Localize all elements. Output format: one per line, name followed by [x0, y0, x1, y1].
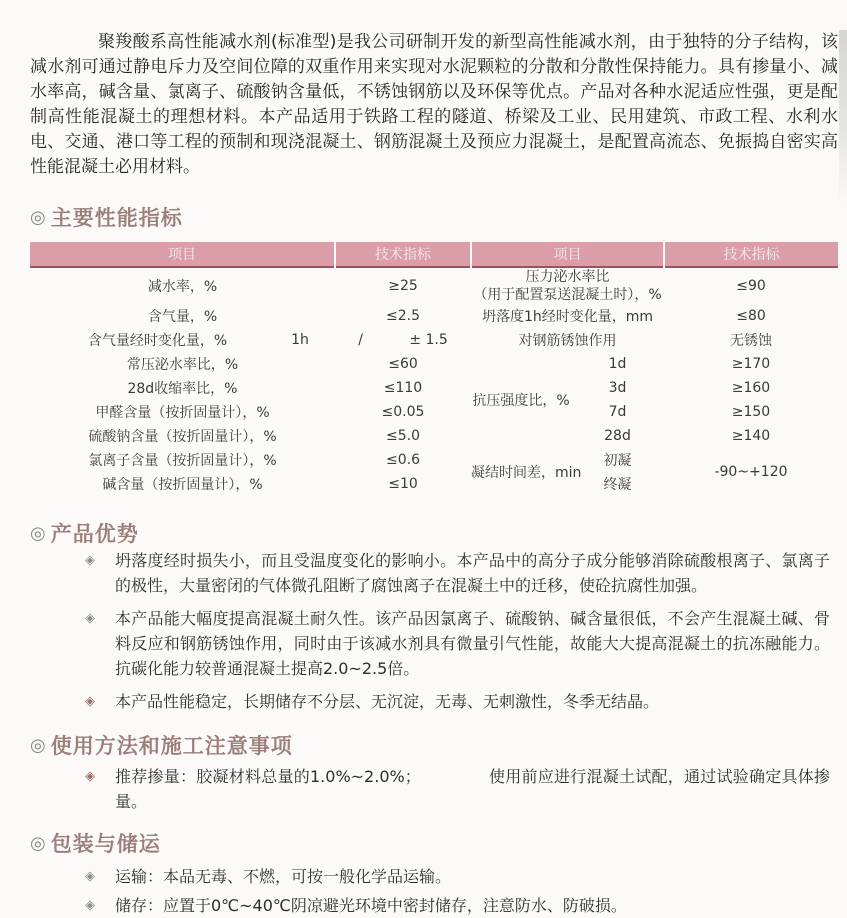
section-marker-icon: ◎ [30, 522, 46, 544]
trial-mix-note: 使用前应进行混凝土试配，通过试验确定具体掺量。 [115, 767, 830, 811]
table-row [30, 448, 838, 472]
section-title: 产品优势 [50, 522, 139, 546]
subkey-cell: 3d [608, 380, 627, 396]
group-label-cell: 抗压强度比，% [472, 393, 570, 409]
subkey-cell: 初凝 [603, 453, 632, 469]
col-header-value-right: 技术指标 [664, 242, 838, 267]
section-title: 使用方法和施工注意事项 [50, 734, 293, 758]
list-item [30, 689, 838, 714]
item-cell: 对钢筋锈蚀作用 [518, 333, 617, 349]
scanned-datasheet-page [0, 30, 847, 915]
value-cell: ≤2.5 [386, 308, 420, 324]
table-row [30, 424, 838, 448]
dosage-recommendation: 推荐掺量：胶凝材料总量的1.0%~2.0%； [115, 767, 421, 786]
item-cell [471, 267, 664, 304]
value-cell: ≥25 [388, 278, 418, 294]
col-header-item-left: 项目 [30, 242, 335, 267]
value-cell: ≤80 [736, 308, 766, 324]
item-line: （用于配置泵送混凝土时），% [473, 287, 662, 303]
packaging-list [30, 864, 838, 918]
list-item [30, 864, 838, 889]
item-line: 压力泌水率比 [525, 269, 610, 285]
value-cell: ≤10 [388, 476, 418, 492]
table-header-row [30, 242, 838, 267]
value-cell: ≤0.05 [381, 404, 425, 420]
bullet-text [115, 764, 838, 814]
section-title: 包装与储运 [50, 832, 161, 856]
table-row [30, 400, 838, 424]
diamond-bullet-icon: ◈ [85, 769, 95, 784]
table-row [30, 352, 838, 376]
value-text: ± 1.5 [409, 332, 448, 348]
list-item [30, 606, 838, 681]
diamond-bullet-icon: ◈ [85, 611, 95, 626]
item-cell: 坍落度1h经时变化量，mm [481, 309, 654, 325]
section-heading-usage [30, 730, 838, 760]
group-label-cell: 凝结时间差，min [471, 465, 582, 481]
value-cell: ≤5.0 [386, 428, 420, 444]
subkey-cell: 终凝 [603, 477, 632, 493]
value-cell: ≥160 [731, 380, 771, 396]
item-time: 1h [291, 332, 309, 348]
bullet-text: 运输：本品无毒、不燃，可按一般化学品运输。 [115, 867, 452, 886]
col-header-value-left: 技术指标 [335, 242, 471, 267]
bullet-text: 储存：应置于0℃~40℃阴凉避光环境中密封储存，注意防水、防破损。 [115, 896, 627, 915]
item-cell: 28d收缩率比，% [127, 381, 238, 397]
value-cell: ≤0.6 [386, 452, 420, 468]
diamond-bullet-icon: ◈ [85, 898, 95, 913]
performance-table [30, 242, 838, 496]
diamond-bullet-icon: ◈ [85, 553, 95, 568]
section-heading-performance [30, 202, 838, 232]
value-cell [335, 328, 471, 352]
table-row [30, 267, 838, 304]
item-cell: 碱含量（按折固量计），% [102, 477, 263, 493]
section-marker-icon: ◎ [30, 206, 46, 228]
bullet-text: 坍落度经时损失小，而且受温度变化的影响小。本产品中的高分子成分能够消除硫酸根离子、氯离子的极性，大量密闭的气体微孔阻断了腐蚀离子在混凝土中的迁移，使砼抗腐性加强。 [115, 551, 830, 595]
item-cell [30, 328, 335, 352]
list-item [30, 764, 838, 814]
value-cell: -90~+120 [714, 464, 788, 480]
list-item [30, 548, 838, 598]
item-cell: 减水率，% [147, 279, 218, 295]
value-cell: 无锈蚀 [730, 333, 772, 349]
section-marker-icon: ◎ [30, 832, 46, 854]
intro-paragraph: 聚羧酸系高性能减水剂(标准型)是我公司研制开发的新型高性能减水剂，由于独特的分子结构，该减水剂可通过静电斥力及空间位障的双重作用来实现对水泥颗粒的分散和分散性保持能力。具有掺量小、减水率高，碱含量、氯离子、硫酸钠含量低，不锈蚀钢筋以及环保等优点。产品对各种水泥适应性强，更是配制高性能混凝土的理想材料。本产品适用于铁路工程的隧道、桥梁及工业、民用建筑、市政工程、水利水电、交通、港口等工程的预制和现浇混凝土、钢筋混凝土及预应力混凝土，是配置高流态、免振捣自密实高性能混凝土必用材料。 [30, 32, 838, 177]
usage-list [30, 764, 838, 814]
subkey-cell: 1d [608, 356, 627, 372]
item-cell: 硫酸钠含量（按折固量计），% [88, 429, 277, 445]
section-heading-packaging [30, 828, 838, 858]
item-cell: 常压泌水率比，% [126, 357, 239, 373]
section-heading-advantages [30, 518, 838, 548]
item-cell: 含气量，% [147, 309, 218, 325]
list-item [30, 893, 838, 918]
value-cell: ≥170 [731, 356, 771, 372]
col-header-item-right: 项目 [471, 242, 664, 267]
table-row [30, 304, 838, 328]
item-cell: 甲醛含量（按折固量计），% [95, 405, 270, 421]
table-row [30, 328, 838, 352]
value-cell: ≤110 [383, 380, 423, 396]
value-cell: ≥140 [731, 428, 771, 444]
table-row [30, 376, 838, 400]
document-body [0, 30, 847, 918]
item-label: 含气量经时变化量，% [87, 333, 228, 349]
item-cell: 氯离子含量（按折固量计），% [88, 453, 277, 469]
slash-separator: / [358, 332, 363, 348]
section-title: 主要性能指标 [50, 206, 183, 230]
subkey-cell: 7d [608, 404, 627, 420]
value-cell: ≥150 [731, 404, 771, 420]
scan-edge-artifact [839, 30, 847, 205]
value-cell: ≤60 [388, 356, 418, 372]
bullet-text: 本产品能大幅度提高混凝土耐久性。该产品因氯离子、硫酸钠、碱含量很低，不会产生混凝土碱、骨料反应和钢筋锈蚀作用，同时由于该减水剂具有微量引气性能，故能大大提高混凝土的抗冻融能力。抗碳化能力较普通混凝土提高2.0~2.5倍。 [115, 609, 830, 678]
advantages-list [30, 548, 838, 714]
diamond-bullet-icon: ◈ [85, 694, 95, 709]
subkey-cell: 28d [604, 428, 631, 444]
section-marker-icon: ◎ [30, 734, 46, 756]
bullet-text: 本产品性能稳定，长期储存不分层、无沉淀，无毒、无刺激性，冬季无结晶。 [115, 692, 660, 711]
diamond-bullet-icon: ◈ [85, 869, 95, 884]
value-cell: ≤90 [736, 278, 766, 294]
